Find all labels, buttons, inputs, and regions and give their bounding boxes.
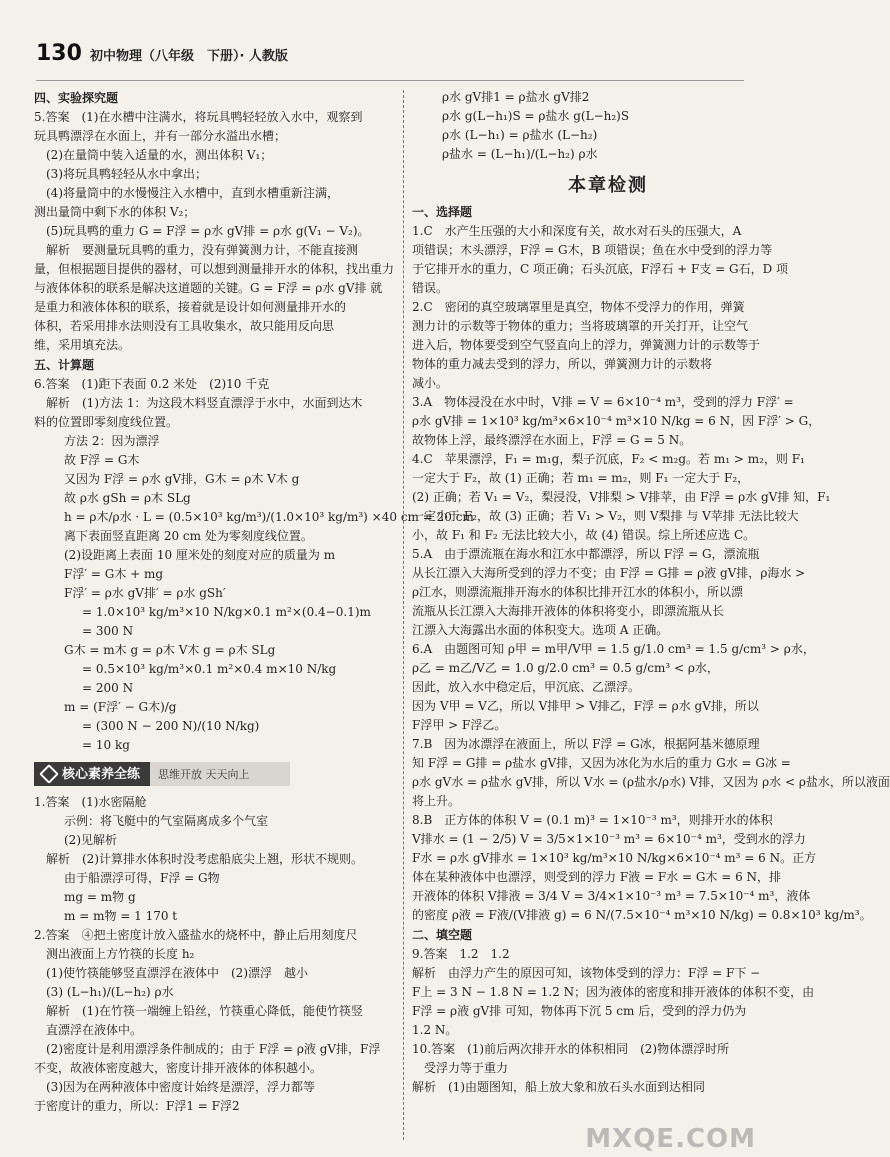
text-line: (2)在量筒中装入适量的水，测出体积 V₁；: [46, 148, 273, 162]
text-line: F浮′ = G木 + mg: [64, 567, 164, 581]
text-line: m = (F浮′ − G木)/g: [64, 700, 177, 714]
text-line: ρ水 g(L−h₁)S = ρ盐水 g(L−h₂)S: [442, 109, 630, 123]
text-line: F浮 = ρ液 gV排 可知，物体再下沉 5 cm 后，受到的浮力仍为: [412, 1004, 747, 1018]
text-line: 项错误；木头漂浮，F浮 = G木，B 项错误；鱼在水中受到的浮力等: [412, 243, 773, 257]
text-line: 6.A 由题图可知 ρ甲 = m甲/V甲 = 1.5 g/1.0 cm³ = 1.5 g/cm³ > ρ水，: [412, 642, 815, 656]
text-line: 测力计的示数等于物体的重力；当将玻璃罩的开关打开，让空气: [412, 319, 749, 333]
text-line: h = ρ木/ρ水 · L = (0.5×10³ kg/m³)/(1.0×10³ kg/m³) ×40 cm = 20 cm: [64, 510, 474, 524]
text-line: F浮′ = ρ水 gV排′ = ρ水 gSh′: [64, 586, 226, 600]
text-line: 物体的重力减去受到的浮力，所以，弹簧测力计的示数将: [412, 357, 713, 371]
text-line: 7.B 因为冰漂浮在液面上，所以 F浮 = G冰，根据阿基米德原理: [412, 737, 760, 751]
text-line: 8.B 正方体的体积 V = (0.1 m)³ = 1×10⁻³ m³，则排开水的体积: [412, 813, 773, 827]
text-line: 测出液面上方竹筷的长度 h₂: [46, 947, 195, 961]
text-line: 小，故 F₁ 和 F₂ 无法比较大小，故 (4) 错误。综上所述应选 C。: [412, 528, 756, 542]
text-line: 因此，放入水中稳定后，甲沉底、乙漂浮。: [412, 680, 641, 694]
text-line: ρ盐水 = (L−h₁)/(L−h₂) ρ水: [442, 147, 598, 161]
page-header: [36, 41, 288, 78]
text-line: (3)将玩具鸭轻轻从水中拿出；: [46, 167, 207, 181]
text-line: 解析 (1)由题图知，船上放大象和放石头水面到达相同: [412, 1080, 706, 1094]
core-literacy-banner: [34, 761, 394, 787]
text-line: 解析 (2)计算排水体积时没考虑船底尖上翘，形状不规则。: [46, 852, 364, 866]
text-line: 知 F浮 = G排 = ρ盐水 gV排，又因为冰化为水后的重力 G水 = G冰 =: [412, 756, 791, 770]
text-line: 2.C 密闭的真空玻璃罩里是真空，物体不受浮力的作用，弹簧: [412, 300, 745, 314]
text-line: F水 = ρ水 gV排水 = 1×10³ kg/m³×10 N/kg×6×10⁻⁴ m³ = 6 N。正方: [412, 851, 817, 865]
text-line: 料的位置即零刻度线位置。: [34, 415, 179, 429]
text-line: 解析 要测量玩具鸭的重力，没有弹簧测力计，不能直接测: [46, 243, 359, 257]
text-line: (2) 正确；若 V₁ = V₂，梨浸没，V排梨 > V排苹，由 F浮 = ρ水 gV排 知，F₁: [412, 490, 831, 504]
text-line: 4.C 苹果漂浮，F₁ = m₁g，梨子沉底，F₂ < m₂g。若 m₁ > m₂，则 F₁: [412, 452, 805, 466]
text-line: 又因为 F浮 = ρ水 gV排，G木 = ρ木 V木 g: [64, 472, 300, 486]
text-line: 6.答案 (1)距下表面 0.2 米处 (2)10 千克: [34, 377, 270, 391]
text-line: 1.2 N。: [412, 1023, 458, 1037]
text-line: 江漂入大海露出水面的体积变大。选项 A 正确。: [412, 623, 669, 637]
text-line: = 0.5×10³ kg/m³×0.1 m²×0.4 m×10 N/kg: [82, 662, 337, 676]
book-title: 初中物理（八年级 下册）· 人教版: [89, 49, 288, 64]
section-heading-experiment: 四、实验探究题: [34, 91, 119, 105]
text-line: 玩具鸭漂浮在水面上，并有一部分水溢出水槽；: [34, 129, 287, 143]
column-divider: [403, 90, 404, 1140]
text-line: 一定小于 F₂，故 (3) 正确；若 V₁ > V₂，则 V梨排 与 V苹排 无法比较大: [412, 509, 799, 523]
text-line: 方法 2：因为漂浮: [64, 434, 160, 448]
page-number: 130: [36, 41, 82, 66]
text-line: 从长江漂入大海所受到的浮力不变；由 F浮 = G排 = ρ液 gV排，ρ海水 >: [412, 566, 806, 580]
text-line: 因为 V甲 = V乙，所以 V排甲 > V排乙，F浮 = ρ水 gV排，所以: [412, 699, 759, 713]
text-line: 离下表面竖直距离 20 cm 处为零刻度线位置。: [64, 529, 313, 543]
fill-answers: [412, 945, 815, 1097]
text-line: 是重力和液体体积的联系，接着就是设计如何测量排开水的: [34, 300, 347, 314]
text-line: 一定大于 F₂，故 (1) 正确；若 m₁ = m₂，则 F₁ 一定大于 F₂，: [412, 471, 750, 485]
text-line: 开液体的体积 V排液 = 3/4 V = 3/4×1×10⁻³ m³ = 7.5×10⁻⁴ m³，液体: [412, 889, 811, 903]
answer-core-2: [34, 926, 394, 1116]
text-line: (2)设距离上表面 10 厘米处的刻度对应的质量为 m: [64, 548, 336, 562]
text-line: 进入后，物体要受到空气竖直向上的浮力，弹簧测力计的示数等于: [412, 338, 761, 352]
text-line: (3) (L−h₁)/(L−h₂) ρ水: [46, 985, 174, 999]
text-line: 解析 (1)方法 1：为这段木料竖直漂浮于水中，水面到达木: [46, 396, 363, 410]
chapter-test-title: 本章检测: [568, 175, 648, 196]
text-line: 解析 由浮力产生的原因可知，该物体受到的浮力：F浮 = F下 −: [412, 966, 761, 980]
text-line: (2)见解析: [64, 833, 117, 847]
banner-subtitle: 思维开放 天天向上: [150, 762, 290, 786]
text-line: = 10 kg: [82, 738, 130, 752]
text-line: 体在某种液体中也漂浮，则受到的浮力 F液 = F水 = G木 = 6 N，排: [412, 870, 782, 884]
text-line: 解析 (1)在竹筷一端缠上铅丝，竹筷重心降低，能使竹筷竖: [46, 1004, 364, 1018]
text-line: 5.答案 (1)在水槽中注满水，将玩具鸭轻轻放入水中，观察到: [34, 110, 363, 124]
text-line: 故 ρ水 gSh = ρ木 SLg: [64, 491, 191, 505]
text-line: G木 = m木 g = ρ木 V木 g = ρ木 SLg: [64, 643, 276, 657]
text-line: 10.答案 (1)前后两次排开水的体积相同 (2)物体漂浮时所: [412, 1042, 730, 1056]
pen-icon: [39, 764, 59, 784]
answer-core-1: [34, 793, 394, 926]
text-line: 不变，故液体密度越大，密度计排开液体的体积越小。: [34, 1061, 323, 1075]
text-line: ρ乙 = m乙/V乙 = 1.0 g/2.0 cm³ = 0.5 g/cm³ < ρ水，: [412, 661, 719, 675]
choice-answers: [412, 222, 890, 925]
text-line: 1.答案 (1)水密隔舱: [34, 795, 147, 809]
text-line: = 200 N: [82, 681, 134, 695]
banner-title: 核心素养全练: [62, 766, 141, 782]
text-line: 测出量筒中剩下水的体积 V₂；: [34, 205, 196, 219]
text-line: 体积，若采用排水法则没有工具收集水，故只能用反向思: [34, 319, 335, 333]
text-line: 与液体体积的联系是解决这道题的关键。G = F浮 = ρ水 gV排 就: [34, 281, 383, 295]
text-line: F浮甲 > F浮乙。: [412, 718, 507, 732]
text-line: F上 = 3 N − 1.8 N = 1.2 N；因为液体的密度和排开液体的体积不变，由: [412, 985, 815, 999]
text-line: 2.答案 ④把土密度计放入盛盐水的烧杯中，静止后用刻度尺: [34, 928, 358, 942]
text-line: 减小。: [412, 376, 449, 390]
section-heading-choice: 一、选择题: [412, 205, 473, 219]
text-line: 维，采用填充法。: [34, 338, 131, 352]
text-line: 于密度计的重力，所以：F浮1 = F浮2: [34, 1099, 240, 1113]
text-line: ρ水 gV排 = 1×10³ kg/m³×6×10⁻⁴ m³×10 N/kg = 6 N，因 F浮′ > G，: [412, 414, 821, 428]
text-line: = (300 N − 200 N)/(10 N/kg): [82, 719, 260, 733]
text-line: 故 F浮 = G木: [64, 453, 140, 467]
answer-continuation: [412, 88, 764, 164]
text-line: 直漂浮在液体中。: [46, 1023, 143, 1037]
text-line: mg = m物 g: [64, 890, 136, 904]
text-line: 于它排开水的重力，C 项正确；石头沉底，F浮石 + F支 = G石，D 项: [412, 262, 789, 276]
text-line: 由于船漂浮可得，F浮 = G物: [64, 871, 220, 885]
text-line: 故物体上浮，最终漂浮在水面上，F浮 = G = 5 N。: [412, 433, 692, 447]
text-line: 错误。: [412, 281, 449, 295]
watermark-logo: MXQE.COM: [585, 1124, 756, 1154]
text-line: 量，但根据题目提供的器材，可以想到测量排开水的体积，找出重力: [34, 262, 395, 276]
text-line: (5)玩具鸭的重力 G = F浮 = ρ水 gV排 = ρ水 g(V₁ − V₂)。: [46, 224, 370, 238]
right-column: [412, 88, 890, 1154]
text-line: ρ水 gV排1 = ρ盐水 gV排2: [442, 90, 590, 104]
text-line: ρ水 gV水 = ρ盐水 gV排，所以 V水 = (ρ盐水/ρ水) V排，又因为 ρ水 < ρ盐水，所以液面: [412, 775, 890, 789]
text-line: 9.答案 1.2 1.2: [412, 947, 510, 961]
text-line: 将上升。: [412, 794, 461, 808]
text-line: 流瓶从长江漂入大海排开液体的体积将变小，即漂流瓶从长: [412, 604, 725, 618]
text-line: (4)将量筒中的水慢慢注入水槽中，直到水槽重新注满，: [46, 186, 340, 200]
text-line: (3)因为在两种液体中密度计始终是漂浮，浮力都等: [46, 1080, 315, 1094]
section-heading-fill: 二、填空题: [412, 928, 473, 942]
section-heading-calculation: 五、计算题: [34, 358, 95, 372]
text-line: 的密度 ρ液 = F液/(V排液 g) = 6 N/(7.5×10⁻⁴ m³×10 N/kg) = 0.8×10³ kg/m³。: [412, 908, 872, 922]
text-line: ρ江水，则漂流瓶排开海水的体积比排开江水的体积小，所以漂: [412, 585, 744, 599]
text-line: 3.A 物体浸没在水中时，V排 = V = 6×10⁻⁴ m³，受到的浮力 F浮′ =: [412, 395, 794, 409]
text-line: 示例：将飞艇中的气室隔离成多个气室: [64, 814, 269, 828]
text-line: = 300 N: [82, 624, 134, 638]
text-line: ρ水 (L−h₁) = ρ盐水 (L−h₂): [442, 128, 598, 142]
text-line: = 1.0×10³ kg/m³×10 N/kg×0.1 m²×(0.4−0.1)m: [82, 605, 371, 619]
text-line: 5.A 由于漂流瓶在海水和江水中都漂浮，所以 F浮 = G，漂流瓶: [412, 547, 760, 561]
text-line: 1.C 水产生压强的大小和深度有关，故水对石头的压强大，A: [412, 224, 742, 238]
banner-title-box: [34, 762, 150, 786]
answer-q5: [34, 108, 394, 355]
header-rule: [36, 80, 744, 81]
text-line: 受浮力等于重力: [424, 1061, 509, 1075]
text-line: m = m物 = 1 170 t: [64, 909, 178, 923]
text-line: (2)密度计是利用漂浮条件制成的；由于 F浮 = ρ液 gV排，F浮: [46, 1042, 381, 1056]
text-line: V排水 = (1 − 2/5) V = 3/5×1×10⁻³ m³ = 6×10⁻⁴ m³，受到水的浮力: [412, 832, 806, 846]
text-line: (1)使竹筷能够竖直漂浮在液体中 (2)漂浮 越小: [46, 966, 308, 980]
